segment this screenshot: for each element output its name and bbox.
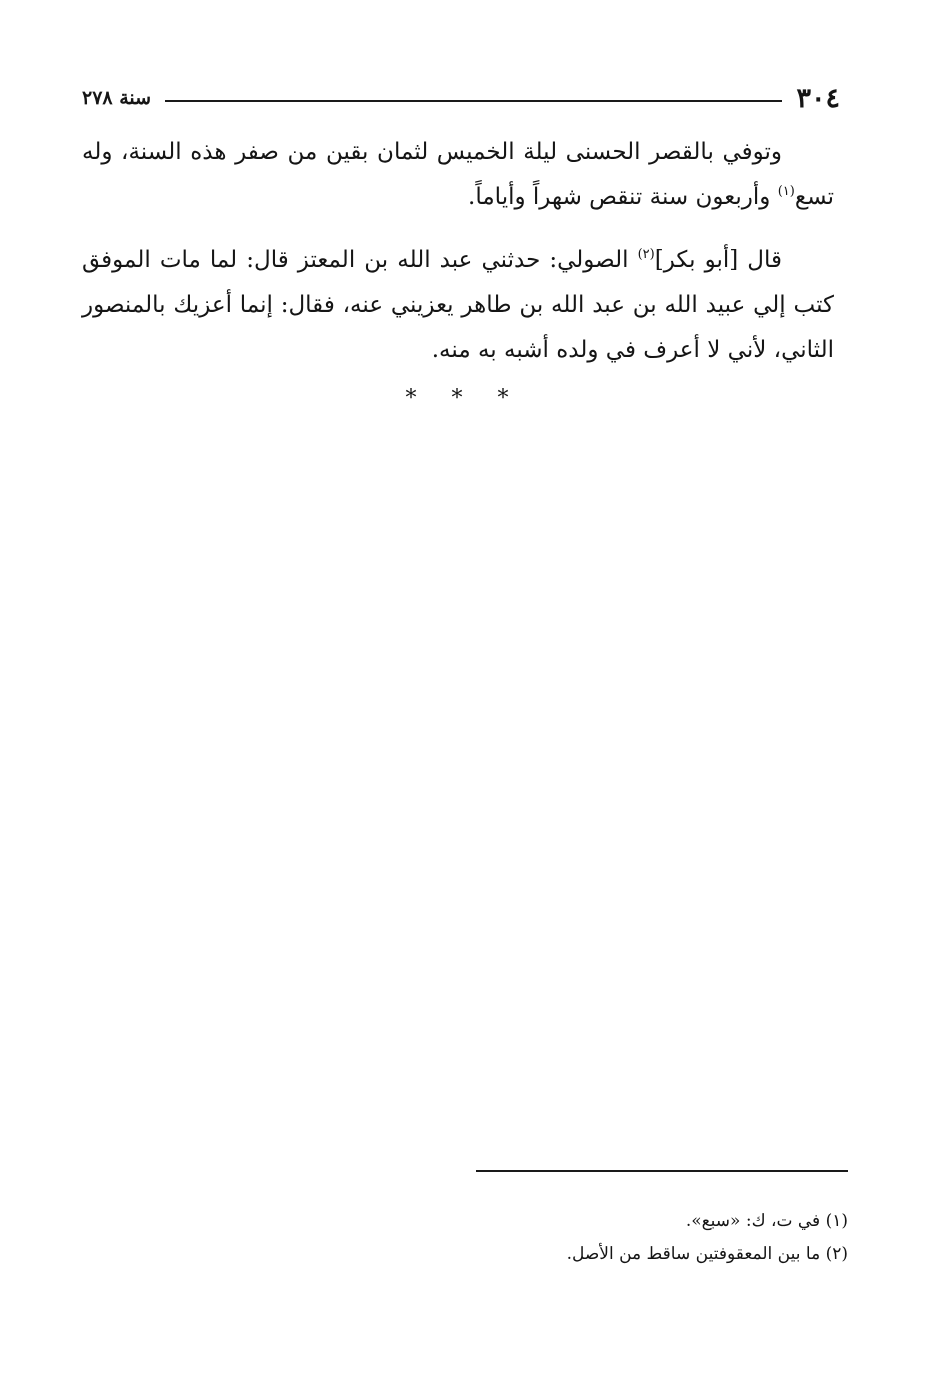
paragraph-text-continued: وأربعون سنة تنقص شهراً وأياماً. — [468, 184, 771, 210]
paragraph-suli-report — [82, 238, 834, 373]
running-header — [82, 80, 840, 116]
page-number: ٣٠٤ — [796, 82, 840, 114]
footnote-2: (٢) ما بين المعقوفتين ساقط من الأصل. — [566, 1244, 848, 1264]
body-text — [82, 130, 834, 373]
header-rule — [165, 100, 782, 102]
footnote-mark-1: (١) — [777, 184, 795, 199]
paragraph-text: وتوفي بالقصر الحسنى ليلة الخميس لثمان بقين من صفر هذه السنة، وله تسع — [82, 139, 834, 210]
footnotes — [420, 1205, 848, 1271]
footnote-mark-2: (٢) — [637, 247, 655, 262]
section-separator: * * * — [405, 386, 523, 411]
running-title: سنة ٢٧٨ — [82, 87, 152, 109]
footnote-rule — [476, 1170, 848, 1172]
paragraph-text: قال [أبو بكر] — [654, 247, 783, 273]
paragraph-death-notice — [82, 130, 834, 220]
paragraph-text-continued: الصولي: حدثني عبد الله بن المعتز قال: لما مات الموفق كتب إلي عبيد الله بن عبد الله بن طاهر يعزيني عنه، فقال: إنما أعزيك بالمنصور الثاني، لأني لا أعرف في ولده أشبه به منه. — [82, 247, 834, 363]
footnote-1: (١) في ت، ك: «سبع». — [685, 1211, 848, 1231]
